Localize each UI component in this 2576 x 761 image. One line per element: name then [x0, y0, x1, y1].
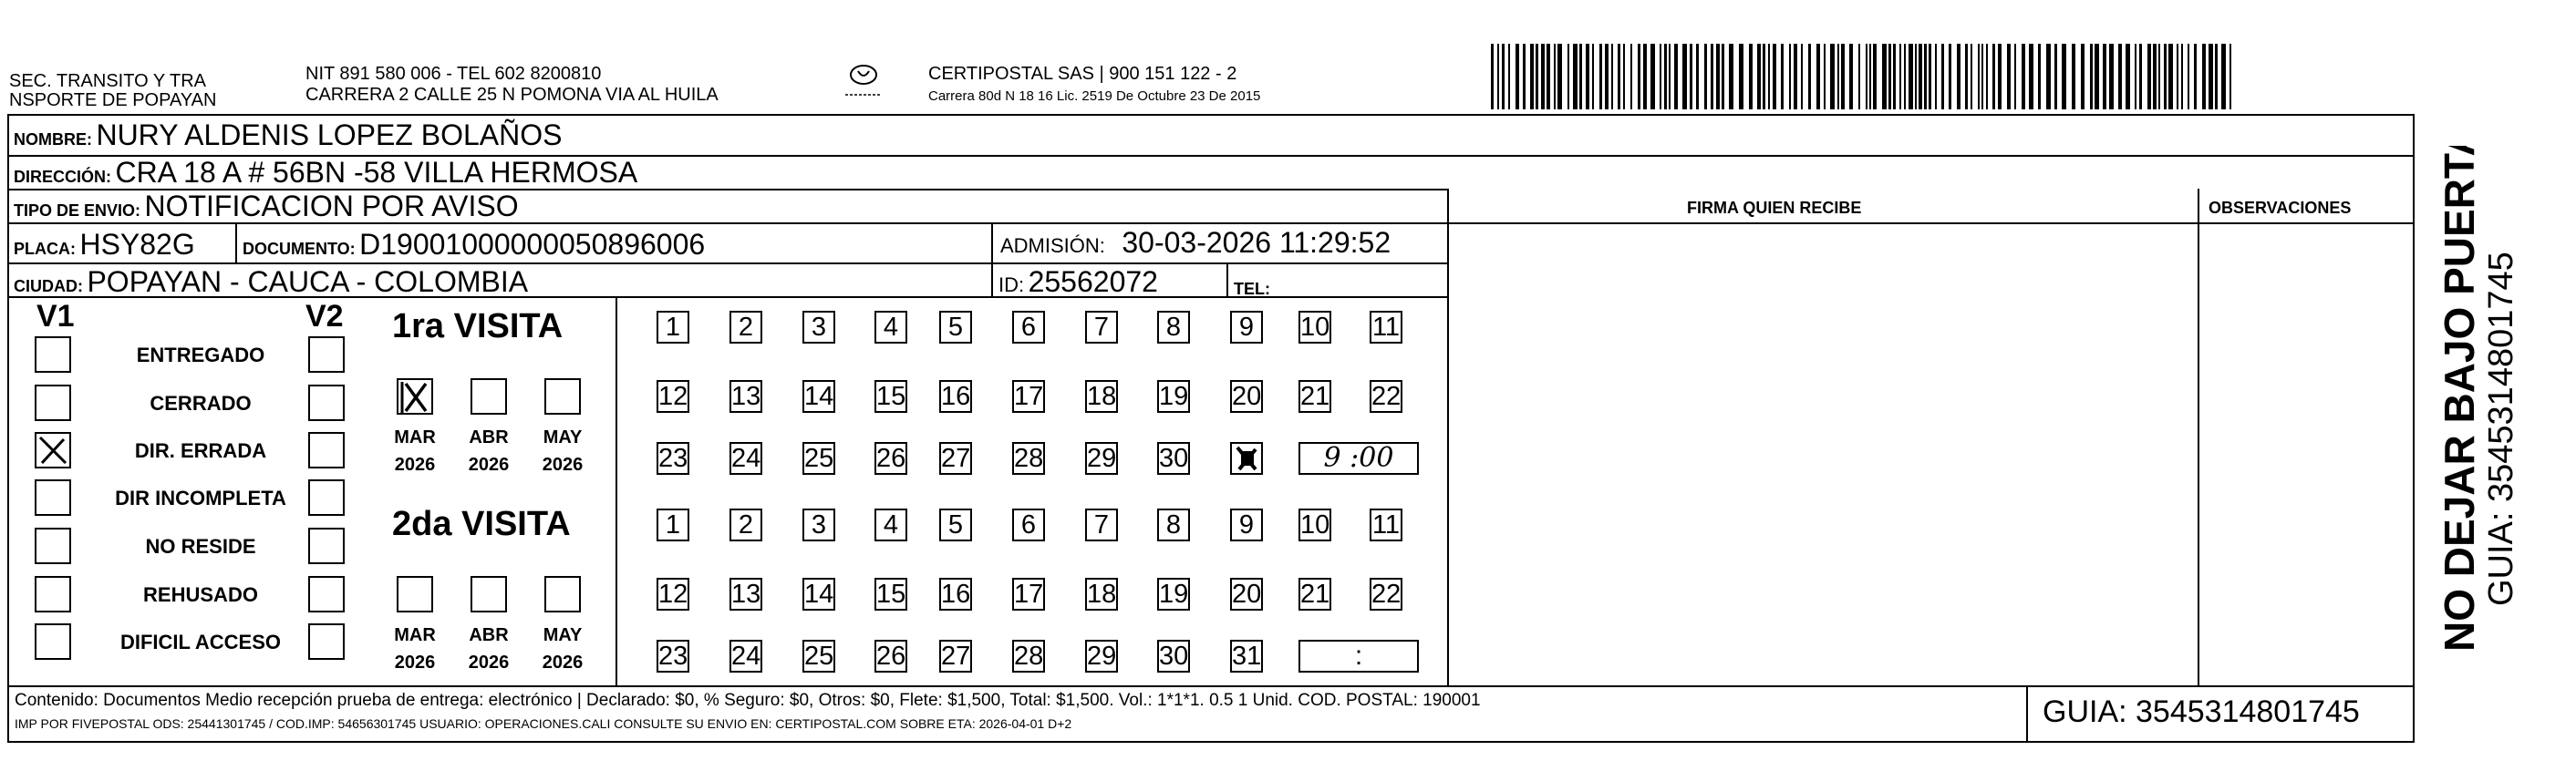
day-box[interactable]: 11: [1370, 311, 1402, 344]
status-label: REHUSADO: [143, 583, 258, 606]
barcode-bar: [2215, 44, 2218, 109]
barcode-bar: [2139, 44, 2142, 109]
v2-checkbox[interactable]: [308, 528, 345, 564]
barcode-bar: [1638, 44, 1640, 109]
barcode-bar: [2014, 44, 2016, 109]
barcode-bar: [1605, 44, 1609, 109]
day-box[interactable]: 7: [1085, 311, 1118, 344]
barcode-bar: [1978, 44, 1980, 109]
ciudad-label: CIUDAD:: [14, 277, 83, 295]
barcode-bar: [1502, 44, 1505, 109]
day-box[interactable]: 14: [804, 580, 834, 609]
barcode-bar: [1643, 44, 1647, 109]
documento-value: D19001000000050896006: [359, 228, 706, 261]
month-checkbox[interactable]: [544, 378, 581, 415]
barcode-bar: [1669, 44, 1671, 109]
barcode-bar: [1623, 44, 1625, 109]
sender-nit: NIT 891 580 006 - TEL 602 8200810: [305, 64, 602, 84]
barcode-bar: [1794, 44, 1797, 109]
month-label: MAR: [394, 625, 436, 645]
placa-value: HSY82G: [79, 228, 195, 261]
barcode-bar: [1586, 44, 1589, 109]
barcode-bar: [1935, 44, 1937, 109]
day-box[interactable]: 16: [941, 580, 971, 609]
barcode-bar: [1749, 44, 1753, 109]
v1-checkbox[interactable]: [35, 336, 71, 373]
placa-label: PLACA:: [14, 240, 76, 258]
barcode-bar: [1711, 44, 1713, 109]
barcode-bar: [1530, 44, 1534, 109]
nombre-value: NURY ALDENIS LOPEZ BOLAÑOS: [96, 118, 563, 151]
marked-day-box[interactable]: [1230, 442, 1263, 475]
day-box[interactable]: 8: [1157, 509, 1190, 541]
barcode-bar: [2181, 44, 2183, 109]
side-vertical-text: [2421, 146, 2521, 656]
barcode-bar: [2229, 44, 2231, 109]
barcode-bar: [1757, 44, 1761, 109]
barcode-bar: [1893, 44, 1896, 109]
certipostal-logo-icon: [843, 60, 884, 100]
day-box[interactable]: 10: [1300, 510, 1330, 540]
barcode-bar: [1508, 44, 1510, 109]
barcode-bar: [2147, 44, 2151, 109]
day-box[interactable]: 6: [1012, 509, 1045, 541]
barcode-bar: [1824, 44, 1826, 109]
v1-checkbox[interactable]: [35, 432, 71, 468]
v2-checkbox[interactable]: [308, 385, 345, 421]
day-box[interactable]: 9: [1230, 311, 1263, 344]
month-checkbox[interactable]: [397, 576, 433, 612]
day-box[interactable]: 8: [1157, 311, 1190, 344]
barcode-bar: [1592, 44, 1594, 109]
day-box[interactable]: 2: [729, 311, 762, 344]
status-label: DIR. ERRADA: [134, 439, 267, 462]
barcode-bar: [2109, 44, 2114, 109]
day-box[interactable]: 9: [1230, 509, 1263, 541]
barcode-bar: [1986, 44, 1988, 109]
day-box[interactable]: 5: [939, 509, 972, 541]
day-box[interactable]: 28: [1014, 444, 1044, 473]
barcode-bar: [2118, 44, 2122, 109]
barcode-bar: [2038, 44, 2041, 109]
barcode-bar: [1998, 44, 2002, 109]
barcode-bar: [1630, 44, 1632, 109]
day-box[interactable]: 7: [1085, 509, 1118, 541]
day-box[interactable]: 18: [1087, 580, 1117, 609]
tipo-envio-value: NOTIFICACION POR AVISO: [144, 190, 519, 222]
day-box[interactable]: 12: [658, 382, 688, 411]
barcode-bar: [2135, 44, 2136, 109]
barcode-bar: [1611, 44, 1613, 109]
barcode-bar: [1841, 44, 1845, 109]
year-label: 2026: [542, 455, 584, 475]
imp-text: IMP POR FIVEPOSTAL ODS: 25441301745 / COD.IMP: 54656301745 USUARIO: OPERACIONES.CALI CONSULTE SU ENVIO EN: CERTIPOSTAL.COM SOBRE ETA: 2026-04-01 D+2: [15, 716, 1072, 731]
barcode-bar: [1971, 44, 1972, 109]
month-checkbox[interactable]: [397, 378, 433, 415]
status-label: ENTREGADO: [136, 344, 265, 366]
courier-line-2: Carrera 80d N 18 16 Lic. 2519 De Octubre 23 De 2015: [928, 88, 1261, 104]
day-box[interactable]: 20: [1232, 580, 1262, 609]
direccion-value: CRA 18 A # 56BN -58 VILLA HERMOSA: [115, 156, 638, 189]
tipo-envio-label: TIPO DE ENVIO:: [14, 201, 141, 220]
barcode-bar: [1704, 44, 1707, 109]
barcode-bar: [2095, 44, 2099, 109]
barcode-bar: [1909, 44, 1913, 109]
day-box[interactable]: 1: [657, 311, 689, 344]
firma-header: FIRMA QUIEN RECIBE: [1687, 199, 1862, 217]
day-box[interactable]: 29: [1087, 642, 1117, 671]
barcode-bar: [1690, 44, 1692, 109]
barcode-bar: [1789, 44, 1791, 109]
barcode-icon: [1491, 44, 2239, 109]
barcode-bar: [1567, 44, 1569, 109]
sender-line-2: NSPORTE DE POPAYAN: [9, 90, 217, 110]
barcode-bar: [1599, 44, 1602, 109]
day-box[interactable]: 4: [874, 509, 907, 541]
barcode-bar: [2103, 44, 2106, 109]
barcode-bar: [1919, 44, 1922, 109]
day-box[interactable]: 23: [658, 444, 688, 473]
status-label: NO RESIDE: [145, 535, 256, 558]
sender-address: CARRERA 2 CALLE 25 N POMONA VIA AL HUILA: [305, 85, 719, 105]
barcode-bar: [2202, 44, 2206, 109]
id-label: ID:: [998, 273, 1025, 296]
day-box[interactable]: 3: [802, 509, 835, 541]
month-checkbox[interactable]: [544, 576, 581, 612]
barcode-bar: [1882, 44, 1887, 109]
barcode-bar: [2054, 44, 2057, 109]
barcode-bar: [1516, 44, 1519, 109]
barcode-bar: [2046, 44, 2051, 109]
barcode-bar: [1808, 44, 1811, 109]
barcode-bar: [1547, 44, 1550, 109]
barcode-bar: [1957, 44, 1960, 109]
day-box[interactable]: 15: [876, 580, 906, 609]
barcode-bar: [2209, 44, 2213, 109]
barcode-bar: [2062, 44, 2066, 109]
barcode-bar: [2153, 44, 2157, 109]
barcode-bar: [1915, 44, 1917, 109]
month-checkbox[interactable]: [471, 576, 507, 612]
barcode-bar: [2177, 44, 2178, 109]
v1-checkbox[interactable]: [35, 623, 71, 660]
v1-checkbox[interactable]: [35, 528, 71, 564]
day-box[interactable]: 27: [941, 642, 971, 671]
day-box[interactable]: 13: [731, 580, 761, 609]
day-box[interactable]: 21: [1300, 580, 1330, 609]
barcode-bar: [1941, 44, 1944, 109]
v1-checkbox[interactable]: [35, 479, 71, 516]
contenido-text: Contenido: Documentos Medio recepción prueba de entrega: electrónico | Declarado: $0, % Seguro: $0, Otros: $0, Flete: $1,500, Total: $1,500. Vol.: 1*1*1. 0.5 1 Unid. COD. POSTAL: 190001: [15, 691, 1481, 710]
day-box[interactable]: 26: [876, 642, 906, 671]
day-box[interactable]: 5: [939, 311, 972, 344]
day-box[interactable]: 12: [658, 580, 688, 609]
barcode-bar: [1674, 44, 1678, 109]
day-box[interactable]: 15: [876, 382, 906, 411]
year-label: 2026: [542, 653, 584, 673]
barcode-bar: [1837, 44, 1839, 109]
barcode-bar: [1888, 44, 1891, 109]
barcode-bar: [1899, 44, 1901, 109]
barcode-bar: [1523, 44, 1526, 109]
side-warning: NO DEJAR BAJO PUERTA: [2436, 146, 2483, 652]
day-box[interactable]: 19: [1159, 382, 1189, 411]
status-label: DIFICIL ACCESO: [119, 631, 281, 653]
month-checkbox[interactable]: [471, 378, 507, 415]
month-label: MAY: [543, 625, 583, 645]
year-label: 2026: [394, 455, 436, 475]
day-box[interactable]: 17: [1014, 382, 1044, 411]
month-label: ABR: [469, 427, 509, 447]
day-box[interactable]: 20: [1232, 382, 1262, 411]
day-box[interactable]: 30: [1159, 642, 1189, 671]
ciudad-value: POPAYAN - CAUCA - COLOMBIA: [87, 265, 529, 298]
year-label: 2026: [468, 653, 510, 673]
barcode-bar: [1664, 44, 1667, 109]
day-box[interactable]: 24: [731, 444, 761, 473]
nombre-label: NOMBRE:: [14, 130, 92, 149]
v2-checkbox[interactable]: [308, 479, 345, 516]
direccion-label: DIRECCIÓN:: [14, 168, 111, 186]
barcode-bar: [2188, 44, 2189, 109]
id-value: 25562072: [1028, 265, 1158, 298]
day-box[interactable]: 29: [1087, 444, 1117, 473]
barcode-bar: [2081, 44, 2085, 109]
sender-line-1: SEC. TRANSITO Y TRA: [9, 71, 206, 91]
barcode-bar: [1618, 44, 1620, 109]
visit-title: 1ra VISITA: [392, 307, 564, 345]
day-box[interactable]: 10: [1300, 313, 1330, 342]
v1-label: V1: [36, 299, 75, 334]
v1-checkbox[interactable]: [35, 385, 71, 421]
barcode-bar: [1491, 44, 1494, 109]
barcode-bar: [1763, 44, 1765, 109]
barcode-bar: [1981, 44, 1983, 109]
v2-checkbox[interactable]: [308, 336, 345, 373]
month-label: MAR: [394, 427, 436, 447]
barcode-bar: [2158, 44, 2160, 109]
barcode-bar: [1873, 44, 1877, 109]
barcode-bar: [1722, 44, 1724, 109]
barcode-bar: [2168, 44, 2173, 109]
barcode-bar: [1869, 44, 1871, 109]
day-box[interactable]: 27: [941, 444, 971, 473]
day-box[interactable]: 3: [802, 311, 835, 344]
day-box[interactable]: 22: [1371, 382, 1402, 411]
day-box[interactable]: 11: [1370, 509, 1402, 541]
visit-title: 2da VISITA: [392, 505, 571, 543]
day-box[interactable]: 22: [1371, 580, 1402, 609]
barcode-bar: [2007, 44, 2011, 109]
barcode-bar: [2221, 44, 2226, 109]
day-box[interactable]: 1: [657, 509, 689, 541]
observaciones-header: OBSERVACIONES: [2209, 199, 2352, 217]
barcode-bar: [2029, 44, 2033, 109]
v2-checkbox[interactable]: [308, 576, 345, 612]
side-guia: GUIA: 3545314801745: [2482, 252, 2520, 606]
barcode-bar: [1929, 44, 1931, 109]
barcode-bar: [2090, 44, 2093, 109]
barcode-bar: [1858, 44, 1860, 109]
barcode-bar: [1729, 44, 1733, 109]
documento-label: DOCUMENTO:: [243, 240, 356, 258]
day-box[interactable]: 31: [1232, 642, 1262, 671]
barcode-bar: [2164, 44, 2167, 109]
barcode-bar: [2126, 44, 2130, 109]
barcode-bar: [2072, 44, 2075, 109]
time-box[interactable]: 9 :00: [1298, 442, 1419, 475]
footer-guia: GUIA: 3545314801745: [2043, 694, 2360, 729]
barcode-bar: [1716, 44, 1720, 109]
barcode-bar: [1904, 44, 1906, 109]
day-box[interactable]: 17: [1014, 580, 1044, 609]
day-box[interactable]: 28: [1014, 642, 1044, 671]
admision-label: ADMISIÓN:: [1000, 234, 1105, 257]
barcode-bar: [1992, 44, 1995, 109]
day-box[interactable]: 2: [729, 509, 762, 541]
barcode-bar: [1949, 44, 1951, 109]
time-box[interactable]: :: [1298, 640, 1419, 673]
status-label: DIR INCOMPLETA: [115, 487, 286, 509]
day-box[interactable]: 25: [804, 642, 834, 671]
day-box[interactable]: 18: [1087, 382, 1117, 411]
day-box[interactable]: 25: [804, 444, 834, 473]
barcode-bar: [1816, 44, 1820, 109]
barcode-bar: [2022, 44, 2025, 109]
tel-label: TEL:: [1234, 280, 1270, 298]
year-label: 2026: [394, 653, 436, 673]
barcode-bar: [1801, 44, 1803, 109]
v1-checkbox[interactable]: [35, 576, 71, 612]
v2-checkbox[interactable]: [308, 432, 345, 468]
day-box[interactable]: 19: [1159, 580, 1189, 609]
barcode-bar: [1554, 44, 1556, 109]
year-label: 2026: [468, 455, 510, 475]
barcode-bar: [1924, 44, 1927, 109]
v2-label: V2: [305, 299, 344, 334]
barcode-bar: [1849, 44, 1853, 109]
day-box[interactable]: 4: [874, 311, 907, 344]
barcode-bar: [1965, 44, 1968, 109]
admision-value: 30-03-2026 11:29:52: [1122, 226, 1391, 259]
barcode-bar: [1866, 44, 1867, 109]
day-box[interactable]: 26: [876, 444, 906, 473]
day-box[interactable]: 16: [941, 382, 971, 411]
day-box[interactable]: 13: [731, 382, 761, 411]
barcode-bar: [1781, 44, 1784, 109]
barcode-bar: [1650, 44, 1655, 109]
month-label: MAY: [543, 427, 583, 447]
barcode-bar: [1579, 44, 1582, 109]
barcode-bar: [1557, 44, 1562, 109]
barcode-bar: [1682, 44, 1687, 109]
day-box[interactable]: 23: [658, 642, 688, 671]
v2-checkbox[interactable]: [308, 623, 345, 660]
barcode-bar: [1497, 44, 1499, 109]
barcode-bar: [1696, 44, 1699, 109]
day-box[interactable]: 24: [731, 642, 761, 671]
day-box[interactable]: 14: [804, 382, 834, 411]
month-label: ABR: [469, 625, 509, 645]
barcode-bar: [2194, 44, 2197, 109]
status-label: CERRADO: [150, 392, 252, 415]
day-box[interactable]: 21: [1300, 382, 1330, 411]
barcode-bar: [1739, 44, 1743, 109]
barcode-bar: [1830, 44, 1835, 109]
courier-line-1: CERTIPOSTAL SAS | 900 151 122 - 2: [928, 64, 1237, 84]
barcode-bar: [1541, 44, 1545, 109]
barcode-bar: [1573, 44, 1578, 109]
barcode-bar: [1660, 44, 1661, 109]
barcode-bar: [1536, 44, 1538, 109]
barcode-bar: [1773, 44, 1776, 109]
barcode-bar: [1768, 44, 1770, 109]
day-box[interactable]: 30: [1159, 444, 1189, 473]
day-box[interactable]: 6: [1012, 311, 1045, 344]
